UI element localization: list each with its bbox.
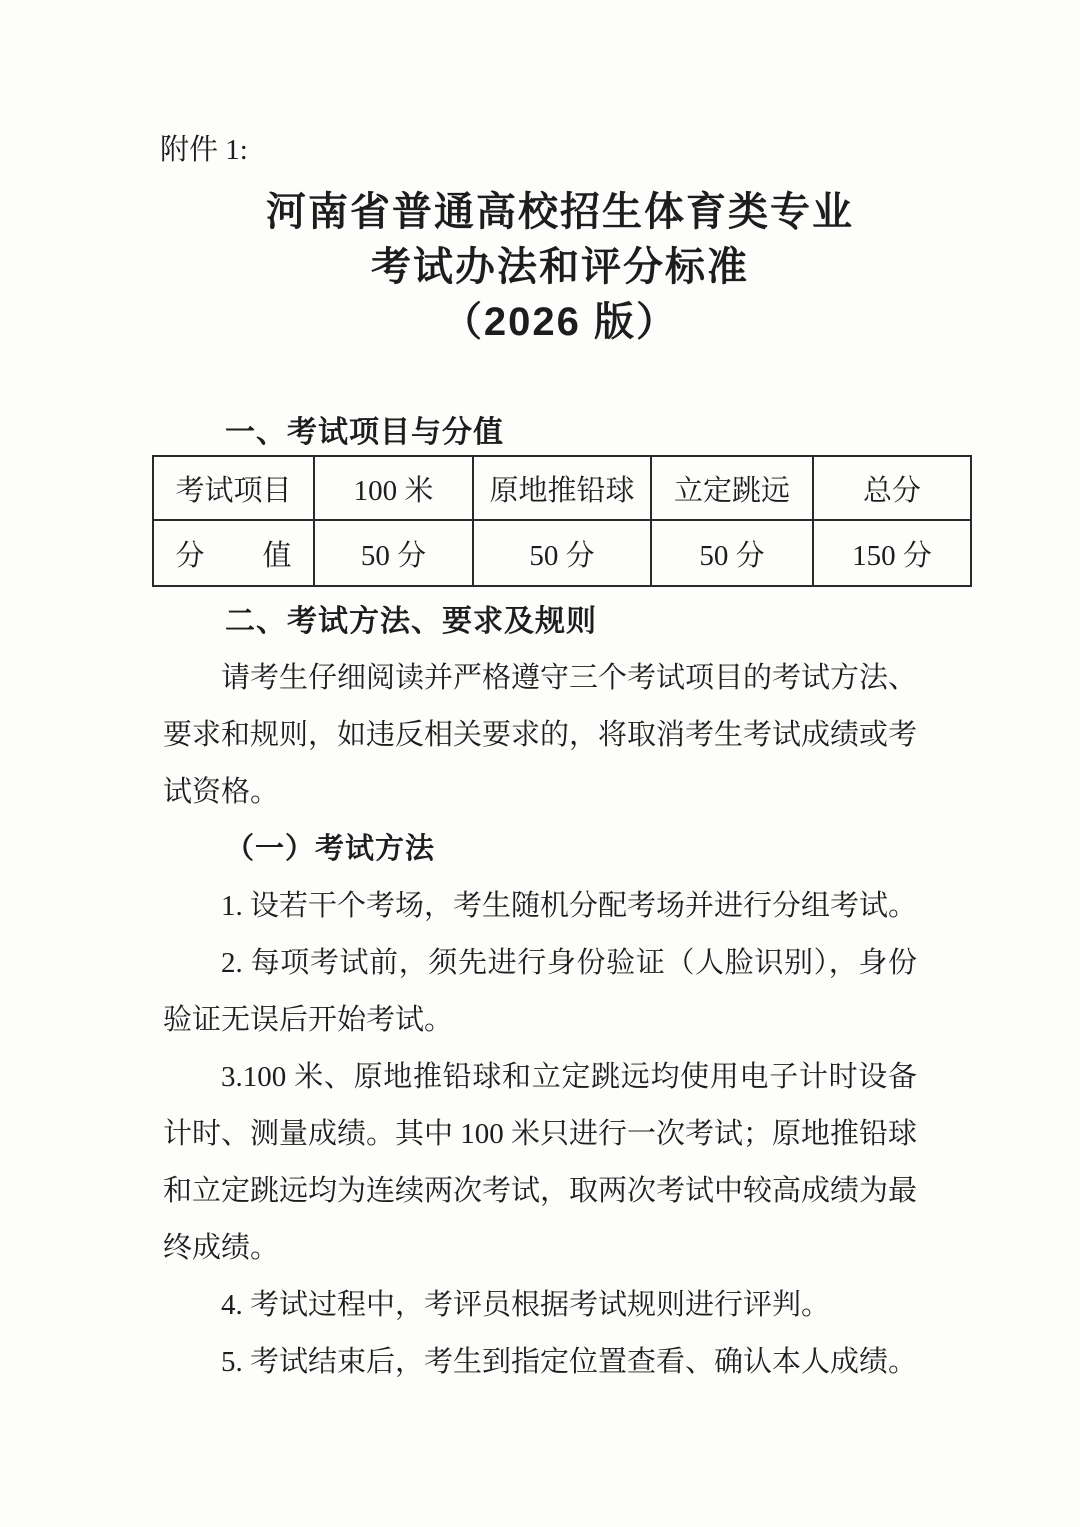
table-value-cell: 150 分 <box>813 520 971 586</box>
table-value-cell: 分 值 <box>153 520 314 586</box>
section-2-heading: 二、考试方法、要求及规则 <box>225 605 597 638</box>
section-1-heading: 一、考试项目与分值 <box>225 416 504 449</box>
section-2-intro-paragraph: 请考生仔细阅读并严格遵守三个考试项目的考试方法、要求和规则，如违反相关要求的，将取消考生考试成绩或考试资格。 <box>163 662 918 808</box>
table-header-cell: 总分 <box>813 456 971 520</box>
table-header-row <box>153 456 971 520</box>
attachment-label: 附件 1: <box>160 134 248 166</box>
method-subheading: （一）考试方法 <box>225 833 436 865</box>
doc-title-line-3: （2026 版） <box>441 300 679 344</box>
table-header-cell: 原地推铅球 <box>473 456 651 520</box>
doc-title <box>40 185 1080 350</box>
scores-table <box>152 455 972 587</box>
doc-title-line-2: 考试办法和评分标准 <box>371 245 749 289</box>
table-value-cell: 50 分 <box>473 520 651 586</box>
table-value-cell: 50 分 <box>651 520 813 586</box>
table-header-cell: 100 米 <box>314 456 473 520</box>
method-item-3: 3.100 米、原地推铅球和立定跳远均使用电子计时设备计时、测量成绩。其中 100 米只进行一次考试；原地推铅球和立定跳远均为连续两次考试，取两次考试中较高成绩为最终成绩。 <box>163 1061 918 1264</box>
method-item-4: 4. 考试过程中，考评员根据考试规则进行评判。 <box>221 1289 831 1321</box>
table-header-cell: 考试项目 <box>153 456 314 520</box>
doc-title-line-1: 河南省普通高校招生体育类专业 <box>266 190 854 234</box>
method-item-1: 1. 设若干个考场，考生随机分配考场并进行分组考试。 <box>221 890 918 922</box>
method-item-5: 5. 考试结束后，考生到指定位置查看、确认本人成绩。 <box>221 1346 918 1378</box>
table-header-cell: 立定跳远 <box>651 456 813 520</box>
table-value-cell: 50 分 <box>314 520 473 586</box>
method-item-2: 2. 每项考试前，须先进行身份验证（人脸识别），身份验证无误后开始考试。 <box>163 947 917 1036</box>
table-value-row <box>153 520 971 586</box>
